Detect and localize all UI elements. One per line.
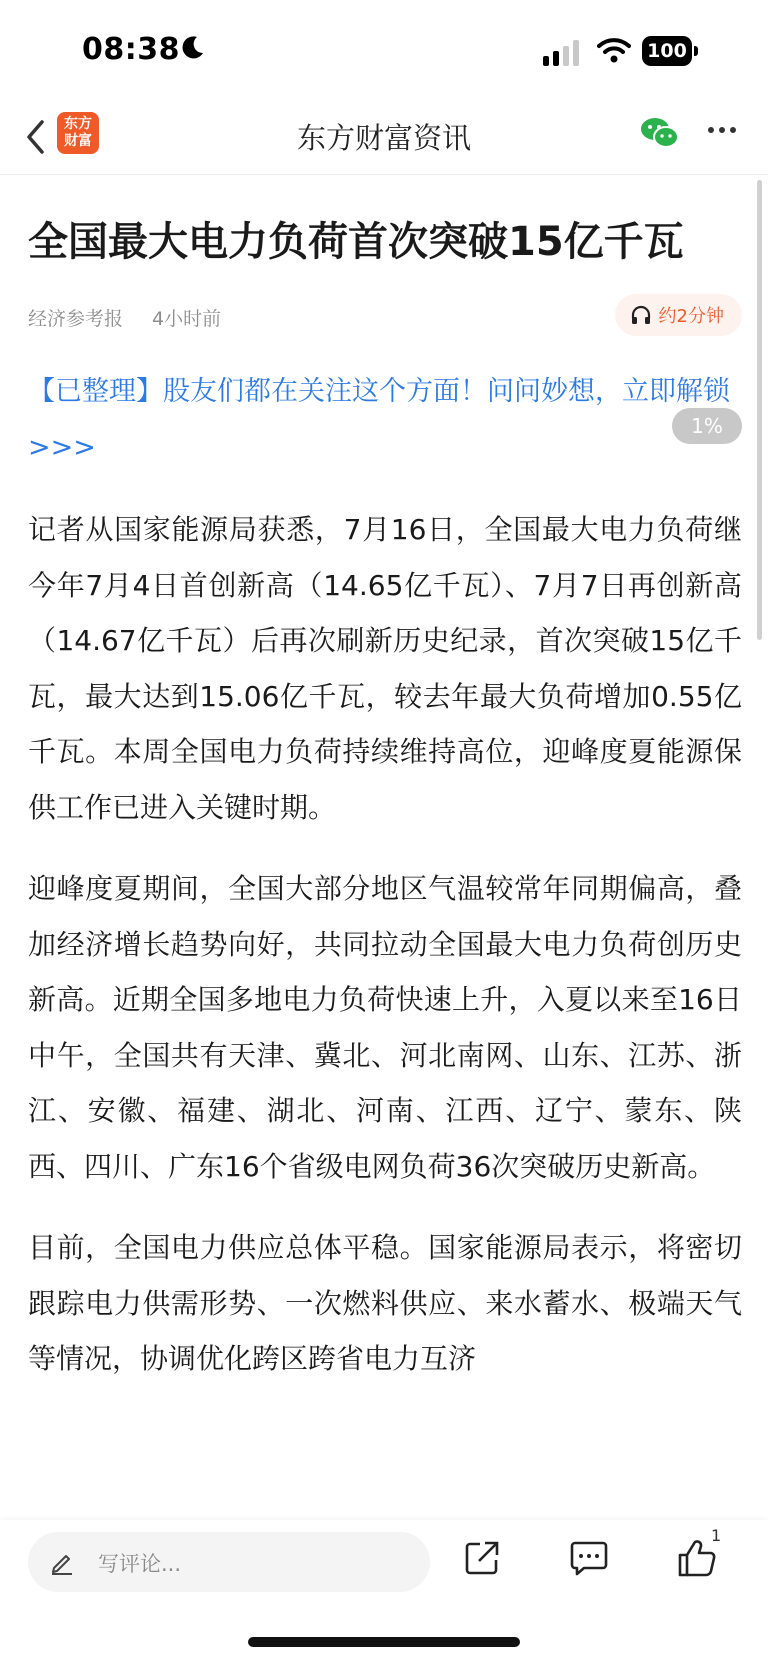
article-paragraph-1: 记者从国家能源局获悉，7月16日，全国最大电力负荷继今年7月4日首创新高（14.65亿千瓦）、7月7日再创新高（14.67亿千瓦）后再次刷新历史纪录，首次突破15亿千瓦，最大达到15.06亿千瓦，较去年最大负荷增加0.55亿千瓦。本周全国电力负荷持续维持高位，迎峰度夏能源保供工作已进入关键时期。 bbox=[28, 513, 742, 824]
article-source[interactable]: 经济参考报 bbox=[28, 308, 124, 330]
nav-bar bbox=[0, 100, 768, 175]
share-icon[interactable] bbox=[464, 1540, 500, 1576]
battery-level: 100 bbox=[642, 36, 692, 66]
article-paragraph-2: 迎峰度夏期间，全国大部分地区气温较常年同期偏高，叠加经济增长趋势向好，共同拉动全国最大电力负荷创历史新高。近期全国多地电力负荷快速上升，入夏以来至16日中午，全国共有天津、冀北、河北南网、山东、江苏、浙江、安徽、福建、湖北、河南、江西、辽宁、蒙东、陕西、四川、广东16个省级电网负荷36次突破历史新高。 bbox=[28, 872, 742, 1183]
like-count: 1 bbox=[711, 1526, 722, 1545]
comments-icon[interactable] bbox=[570, 1540, 608, 1576]
status-time: 08:38 bbox=[82, 32, 180, 67]
bottom-action-bar bbox=[0, 1520, 768, 1665]
home-indicator bbox=[248, 1637, 520, 1647]
page-title: 东方财富资讯 bbox=[296, 121, 471, 155]
pencil-icon bbox=[48, 1548, 76, 1576]
article-title: 全国最大电力负荷首次突破15亿千瓦 bbox=[28, 219, 684, 265]
comment-input[interactable] bbox=[28, 1532, 430, 1592]
headphones-icon bbox=[629, 303, 653, 327]
wifi-icon bbox=[597, 36, 631, 64]
article-meta bbox=[28, 294, 742, 338]
moon-icon bbox=[180, 34, 206, 60]
comment-placeholder: 写评论... bbox=[98, 1552, 182, 1576]
cellular-signal-icon bbox=[543, 40, 583, 66]
article-paragraph-3: 目前，全国电力供应总体平稳。国家能源局表示，将密切跟踪电力供需形势、一次燃料供应、来水蓄水、极端天气等情况，协调优化跨区跨省电力互济 bbox=[28, 1231, 742, 1375]
listen-button[interactable] bbox=[615, 294, 742, 336]
logo-text-line2: 财富 bbox=[64, 133, 92, 149]
scrollbar[interactable] bbox=[757, 180, 762, 640]
wechat-share-icon[interactable] bbox=[640, 116, 680, 150]
more-options-icon[interactable] bbox=[706, 124, 738, 136]
article bbox=[28, 174, 742, 1387]
article-time: 4小时前 bbox=[152, 308, 222, 330]
logo-text-line1: 东方 bbox=[64, 116, 92, 132]
promo-link[interactable]: 【已整理】股友们都在关注这个方面！问问妙想，立即解锁>>> bbox=[28, 376, 730, 463]
scroll-progress-badge: 1% bbox=[672, 408, 742, 444]
battery-icon bbox=[642, 36, 700, 66]
listen-duration: 约2分钟 bbox=[658, 306, 724, 327]
status-bar bbox=[0, 0, 768, 100]
